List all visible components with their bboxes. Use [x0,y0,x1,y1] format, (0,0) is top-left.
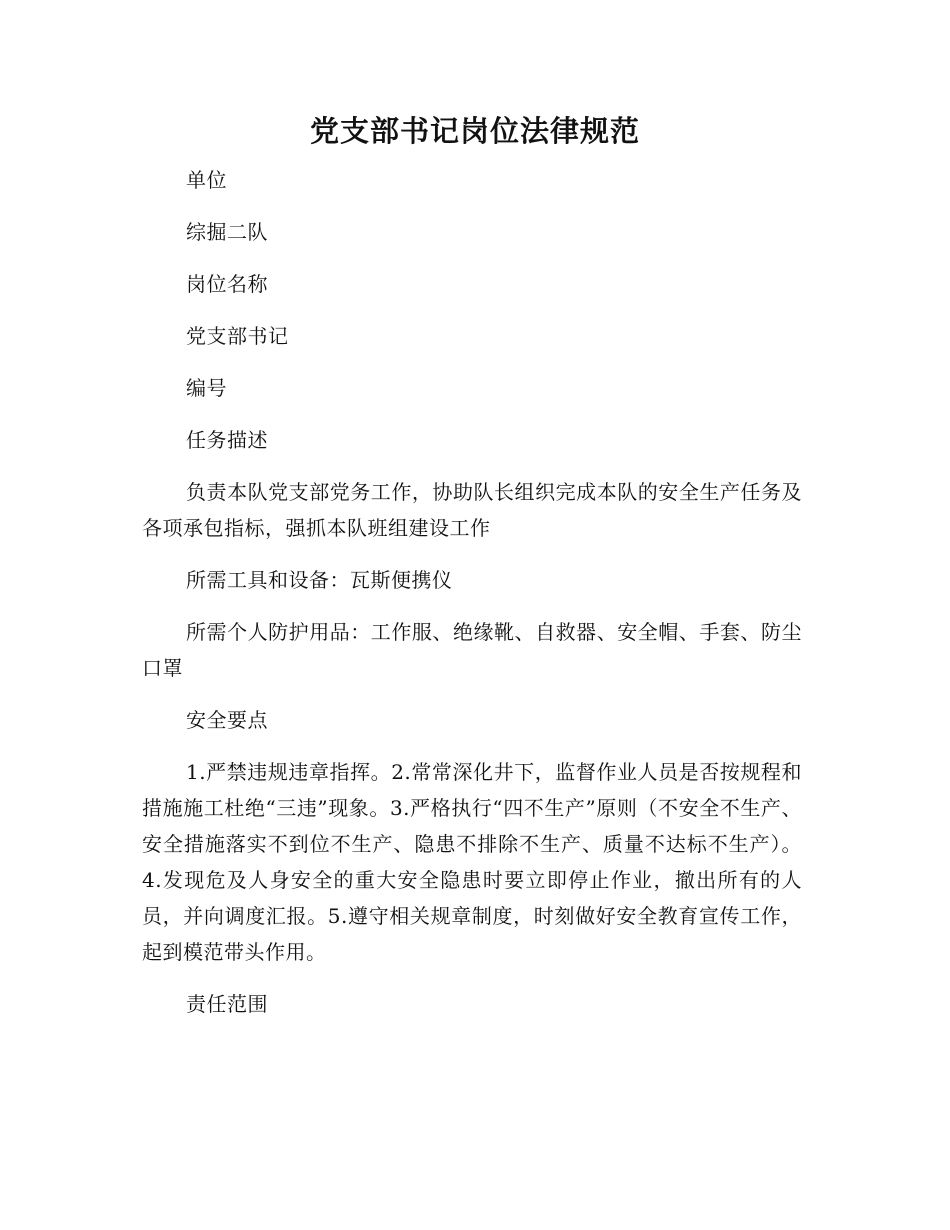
document-title: 党支部书记岗位法律规范 [309,114,640,148]
section-heading-safety: 安全要点 [186,708,268,732]
field-label-position: 岗位名称 [186,272,268,296]
field-label-code: 编号 [186,376,227,400]
section-heading-task: 任务描述 [186,428,268,452]
required-ppe: 所需个人防护用品：工作服、绝缘靴、自救器、安全帽、手套、防尘口罩 [142,620,802,680]
required-tools: 所需工具和设备：瓦斯便携仪 [186,568,453,592]
field-label-unit: 单位 [186,168,227,192]
task-description: 负责本队党支部党务工作，协助队长组织完成本队的安全生产任务及各项承包指标，强抓本队班组建设工作 [142,480,802,540]
section-heading-responsibility: 责任范围 [186,992,268,1016]
field-value-position: 党支部书记 [186,324,289,348]
field-value-unit: 综掘二队 [186,220,268,244]
safety-points: 1.严禁违规违章指挥。2.常常深化井下，监督作业人员是否按规程和措施施工杜绝“三违”现象。3.严格执行“四不生产”原则（不安全不生产、安全措施落实不到位不生产、隐患不排除不生产、质量不达标不生产）。4.发现危及人身安全的重大安全隐患时要立即停止作业，撤出所有的人员，并向调度汇报。5.遵守相关规章制度，时刻做好安全教育宣传工作，起到模范带头作用。 [142,760,802,964]
document-body [142,162,802,1038]
